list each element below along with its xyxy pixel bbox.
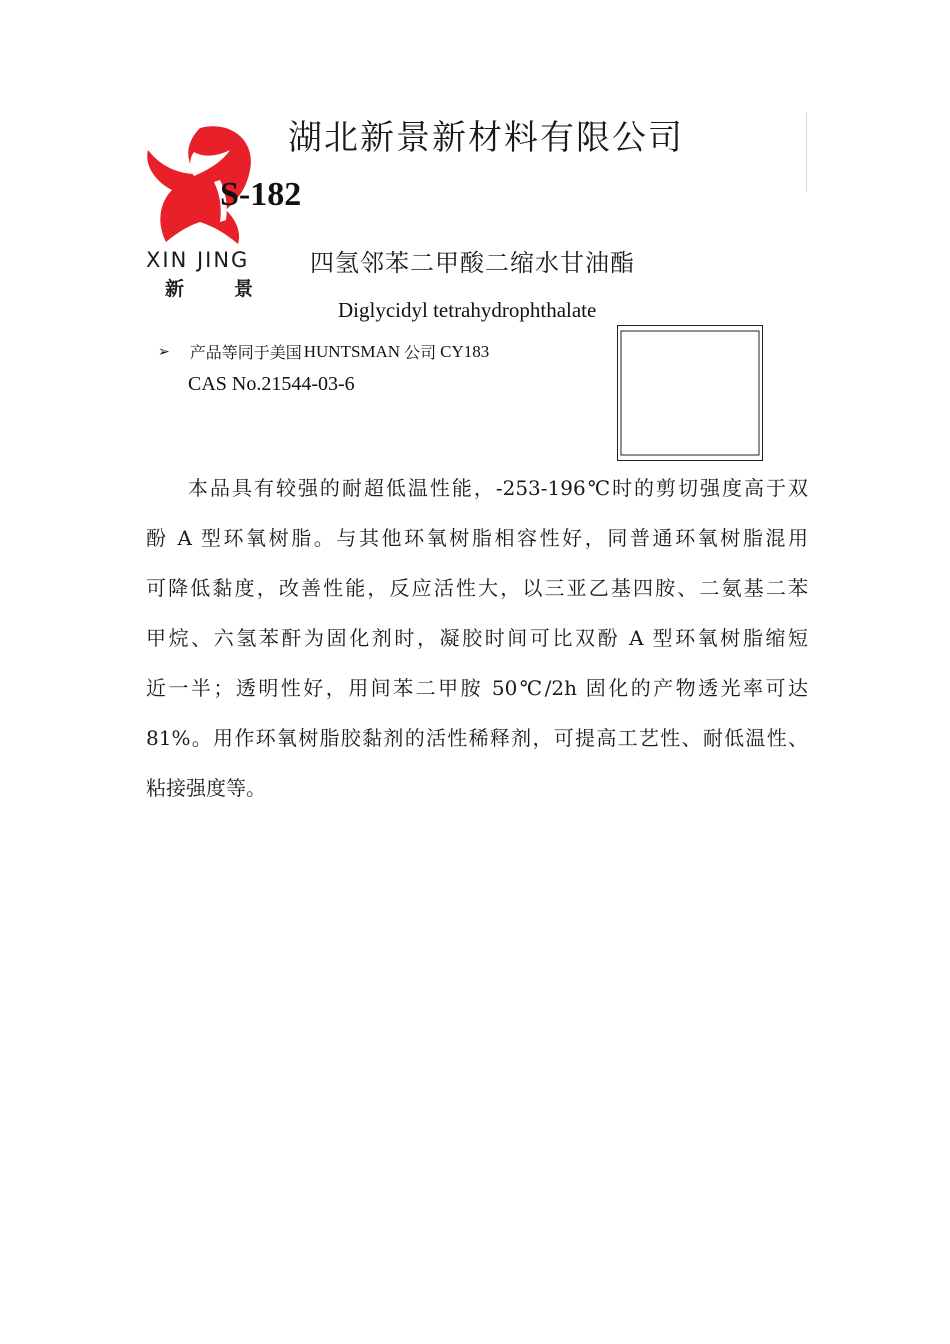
- product-code: S-182: [220, 176, 302, 213]
- logo-cn-char-1: 新: [165, 278, 185, 300]
- logo-text-cn: [165, 274, 253, 301]
- arrow-bullet-icon: ➢: [158, 343, 170, 360]
- equivalent-company: HUNTSMAN: [303, 341, 401, 361]
- product-name-cn: 四氢邻苯二甲酸二缩水甘油酯: [310, 249, 635, 277]
- description-line: 粘接强度等。: [146, 776, 266, 800]
- equivalent-product: CY183: [440, 341, 490, 361]
- description-line: 近一半；透明性好，用间苯二甲胺 50℃/2h 固化的产物透光率可达: [146, 676, 808, 700]
- product-name-en: Diglycidyl tetrahydrophthalate: [338, 298, 597, 322]
- description-line: 甲烷、六氢苯酐为固化剂时，凝胶时间可比双酚 A 型环氧树脂缩短: [146, 626, 808, 650]
- logo-cn-char-2: 景: [234, 278, 254, 300]
- equivalent-middle: 公司: [404, 343, 437, 362]
- description-line: 81%。用作环氧树脂胶黏剂的活性稀释剂，可提高工艺性、耐低温性、: [146, 726, 808, 750]
- equivalent-prefix: 产品等同于美国: [189, 343, 302, 362]
- logo-text-en: XIN JING: [146, 248, 250, 272]
- header-divider: [806, 112, 807, 192]
- description-paragraph: [146, 463, 808, 813]
- description-line: 本品具有较强的耐超低温性能，-253-196℃时的剪切强度高于双: [188, 476, 808, 500]
- cas-number: CAS No.21544-03-6: [188, 373, 355, 395]
- description-line: 酚 A 型环氧树脂。与其他环氧树脂相容性好，同普通环氧树脂混用: [146, 526, 808, 550]
- structure-image-frame: [617, 325, 763, 461]
- company-title: 湖北新景新材料有限公司: [288, 118, 684, 158]
- description-line: 可降低黏度，改善性能，反应活性大，以三亚乙基四胺、二氨基二苯: [146, 576, 808, 600]
- equivalent-product-row: [158, 340, 489, 363]
